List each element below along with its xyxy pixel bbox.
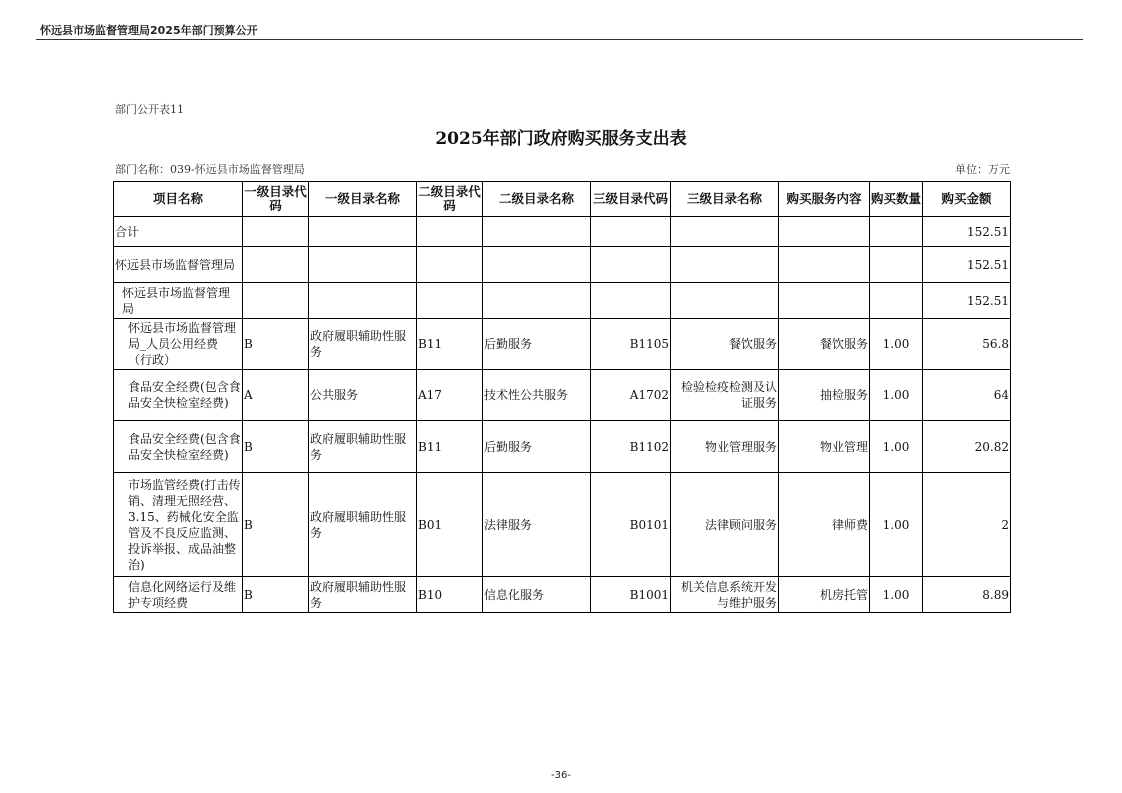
cell-amount: 8.89 — [923, 577, 1011, 613]
cell-level2-code: A17 — [417, 370, 483, 421]
cell-level1-name — [309, 283, 417, 319]
cell-level2-code: B11 — [417, 421, 483, 473]
cell-level1-name: 公共服务 — [309, 370, 417, 421]
cell-project-name: 信息化网络运行及维护专项经费 — [114, 577, 243, 613]
cell-level3-name — [671, 217, 779, 247]
cell-service-content: 律师费 — [779, 473, 870, 577]
cell-level1-code — [243, 247, 309, 283]
cell-quantity: 1.00 — [870, 319, 923, 370]
cell-level3-name — [671, 283, 779, 319]
table-row — [114, 319, 1011, 370]
cell-quantity: 1.00 — [870, 370, 923, 421]
cell-project-name: 怀远县市场监督管理局_人员公用经费（行政） — [114, 319, 243, 370]
cell-amount: 152.51 — [923, 283, 1011, 319]
cell-level1-name: 政府履职辅助性服务 — [309, 421, 417, 473]
table-row — [114, 577, 1011, 613]
header-level1-code: 一级目录代码 — [243, 182, 309, 217]
page-title: 2025年部门政府购买服务支出表 — [435, 129, 687, 149]
cell-service-content — [779, 217, 870, 247]
cell-level2-name: 后勤服务 — [483, 319, 591, 370]
cell-service-content: 餐饮服务 — [779, 319, 870, 370]
cell-level1-name — [309, 217, 417, 247]
cell-level1-name — [309, 247, 417, 283]
table-row — [114, 370, 1011, 421]
cell-level1-code — [243, 217, 309, 247]
header-level3-name: 三级目录名称 — [671, 182, 779, 217]
cell-level3-name: 法律顾问服务 — [671, 473, 779, 577]
cell-service-content — [779, 247, 870, 283]
cell-level2-name — [483, 247, 591, 283]
purchase-services-table — [113, 181, 1011, 613]
cell-quantity — [870, 247, 923, 283]
cell-level1-code: B — [243, 473, 309, 577]
cell-level1-name: 政府履职辅助性服务 — [309, 473, 417, 577]
cell-service-content: 抽检服务 — [779, 370, 870, 421]
cell-project-name: 市场监管经费(打击传销、清理无照经营、3.15、药械化安全监管及不良反应监测、投诉举报、成品油整治) — [114, 473, 243, 577]
header-service-content: 购买服务内容 — [779, 182, 870, 217]
cell-project-name: 怀远县市场监督管理局 — [114, 283, 243, 319]
header-level2-name: 二级目录名称 — [483, 182, 591, 217]
cell-level3-name: 物业管理服务 — [671, 421, 779, 473]
cell-level3-code: B1001 — [591, 577, 671, 613]
department-label: 部门名称：039-怀远县市场监督管理局 — [115, 163, 305, 176]
cell-level2-code: B01 — [417, 473, 483, 577]
table-number: 部门公开表11 — [115, 103, 184, 116]
cell-quantity — [870, 217, 923, 247]
cell-project-name: 合计 — [114, 217, 243, 247]
cell-level3-code: B0101 — [591, 473, 671, 577]
cell-level1-code: B — [243, 421, 309, 473]
cell-amount: 2 — [923, 473, 1011, 577]
cell-quantity: 1.00 — [870, 473, 923, 577]
header-level3-code: 三级目录代码 — [591, 182, 671, 217]
cell-amount: 152.51 — [923, 247, 1011, 283]
cell-project-name: 食品安全经费(包含食品安全快检室经费) — [114, 370, 243, 421]
cell-level2-name — [483, 217, 591, 247]
cell-amount: 64 — [923, 370, 1011, 421]
cell-level2-name: 法律服务 — [483, 473, 591, 577]
cell-level1-code — [243, 283, 309, 319]
cell-level3-name: 机关信息系统开发与维护服务 — [671, 577, 779, 613]
table-row — [114, 421, 1011, 473]
cell-level2-code — [417, 283, 483, 319]
cell-level1-name: 政府履职辅助性服务 — [309, 319, 417, 370]
table-row — [114, 283, 1011, 319]
cell-level3-code: B1102 — [591, 421, 671, 473]
cell-level3-code — [591, 283, 671, 319]
header-level1-name: 一级目录名称 — [309, 182, 417, 217]
page-number: -36- — [551, 770, 571, 781]
cell-quantity — [870, 283, 923, 319]
cell-level1-code: B — [243, 319, 309, 370]
table-header-row — [114, 182, 1011, 217]
cell-level2-code: B11 — [417, 319, 483, 370]
header-rule — [36, 39, 1083, 40]
cell-level3-code — [591, 247, 671, 283]
cell-level2-name — [483, 283, 591, 319]
header-quantity: 购买数量 — [870, 182, 923, 217]
cell-level2-code: B10 — [417, 577, 483, 613]
cell-level3-name — [671, 247, 779, 283]
cell-service-content — [779, 283, 870, 319]
cell-level2-name: 后勤服务 — [483, 421, 591, 473]
header-project-name: 项目名称 — [114, 182, 243, 217]
cell-level2-code — [417, 247, 483, 283]
cell-service-content: 物业管理 — [779, 421, 870, 473]
cell-amount: 20.82 — [923, 421, 1011, 473]
cell-level1-code: A — [243, 370, 309, 421]
cell-level1-code: B — [243, 577, 309, 613]
table-row — [114, 217, 1011, 247]
running-header: 怀远县市场监督管理局2025年部门预算公开 — [40, 24, 258, 37]
header-amount: 购买金额 — [923, 182, 1011, 217]
table-row — [114, 247, 1011, 283]
cell-quantity: 1.00 — [870, 421, 923, 473]
table-row — [114, 473, 1011, 577]
cell-level2-code — [417, 217, 483, 247]
cell-level3-name: 餐饮服务 — [671, 319, 779, 370]
cell-level3-code: B1105 — [591, 319, 671, 370]
cell-level3-code: A1702 — [591, 370, 671, 421]
cell-service-content: 机房托管 — [779, 577, 870, 613]
cell-level3-name: 检验检疫检测及认证服务 — [671, 370, 779, 421]
cell-level3-code — [591, 217, 671, 247]
cell-project-name: 食品安全经费(包含食品安全快检室经费) — [114, 421, 243, 473]
cell-level2-name: 信息化服务 — [483, 577, 591, 613]
cell-level1-name: 政府履职辅助性服务 — [309, 577, 417, 613]
header-level2-code: 二级目录代码 — [417, 182, 483, 217]
unit-label: 单位：万元 — [955, 163, 1010, 176]
cell-quantity: 1.00 — [870, 577, 923, 613]
cell-level2-name: 技术性公共服务 — [483, 370, 591, 421]
cell-amount: 152.51 — [923, 217, 1011, 247]
cell-amount: 56.8 — [923, 319, 1011, 370]
cell-project-name: 怀远县市场监督管理局 — [114, 247, 243, 283]
